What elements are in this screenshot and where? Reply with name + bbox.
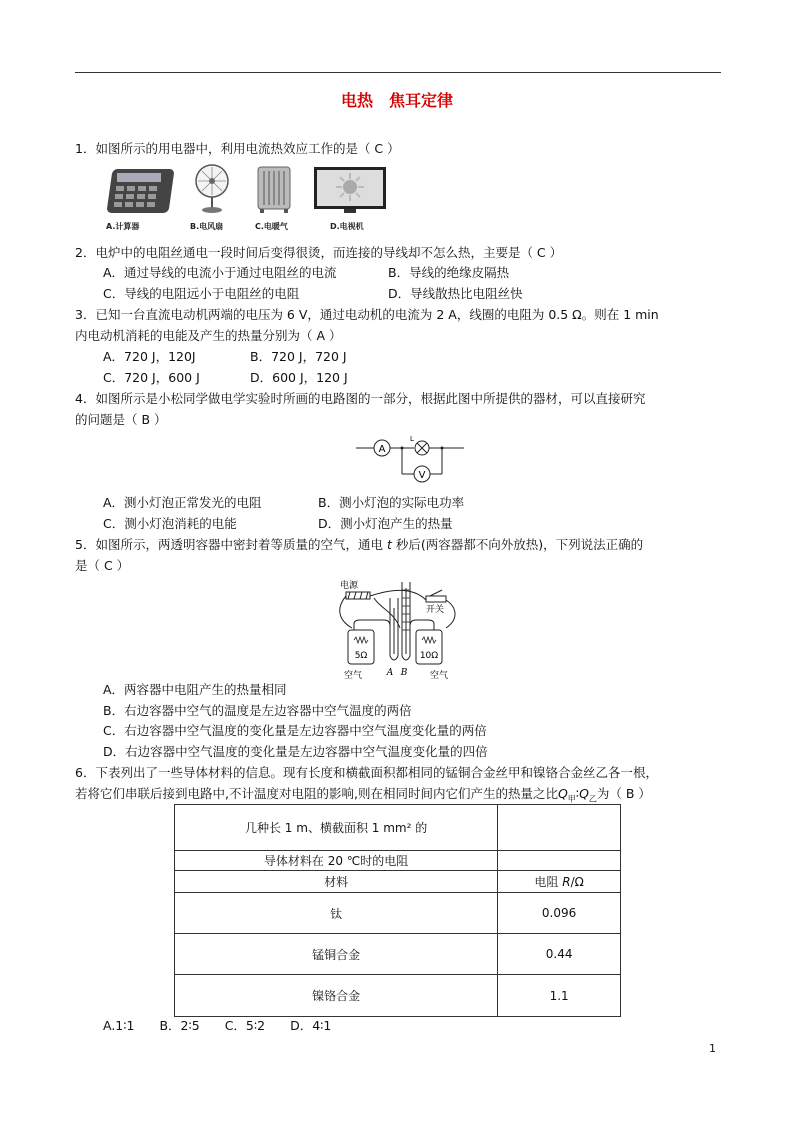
table-header-row — [175, 871, 621, 893]
q1-caption-b: B.电风扇 — [190, 222, 224, 231]
q5-stem-post: 秒后(两容器都不向外放热)，下列说法正确的 — [391, 537, 644, 552]
air-left-label: 空气 — [344, 671, 363, 681]
power-source-label: 电源 — [340, 581, 359, 591]
lamp-label: L — [410, 435, 414, 443]
q1-caption-c: C.电暖气 — [255, 222, 288, 231]
material-cell: 镍铬合金 — [175, 975, 498, 1017]
calculator-icon — [103, 166, 175, 216]
table-head-1: 几种长 1 m、横截面积 1 mm² 的 — [175, 805, 498, 851]
q6-q-b: Q — [579, 786, 589, 801]
q2-option-b: B．导线的绝缘皮隔热 — [388, 265, 510, 280]
q3-option-b: B．720 J，720 J — [250, 349, 347, 364]
col-res-post: /Ω — [570, 875, 584, 889]
q6-q-a: Q — [557, 786, 568, 801]
q5-stem-pre: 5．如图所示，两透明容器中密封着等质量的空气，通电 — [75, 537, 387, 552]
electric-fan-icon — [190, 163, 234, 215]
q6-stem-line1: 6．下表列出了一些导体材料的信息。现有长度和横截面积都相同的锰铜合金丝甲和镍铬合金丝乙各一根， — [75, 765, 658, 780]
q6-options: A.1∶1 B．2∶5 C．5∶2 D．4∶1 — [103, 1018, 332, 1033]
q4-stem-line1: 4．如图所示是小松同学做电学实验时所画的电路图的一部分，根据此图中所提供的器材，可以直接研究 — [75, 391, 646, 406]
q3-stem-line2: 内电动机消耗的电能及产生的热量分别为（ A ） — [75, 328, 342, 343]
q5-stem-line1 — [75, 536, 643, 554]
table-row — [175, 934, 621, 975]
table-head-empty-2 — [498, 851, 621, 871]
q3-option-a: A．720 J，120J — [103, 349, 196, 364]
q6-sub-b: 乙 — [588, 794, 597, 804]
q5-experiment-diagram — [334, 578, 464, 682]
q6-stem-pre: 若将它们串联后接到电路中,不计温度对电阻的影响,则在相同时间内它们产生的热量之比 — [75, 786, 558, 801]
resistor-right-label: 10Ω — [419, 651, 439, 661]
voltmeter-symbol: V — [418, 470, 426, 481]
resistance-table — [174, 804, 621, 1017]
resistor-left-label: 5Ω — [354, 651, 368, 661]
column-header-resistance — [498, 871, 621, 893]
q6-sub-a: 甲 — [567, 794, 576, 804]
q4-option-b: B．测小灯泡的实际电功率 — [318, 495, 465, 510]
tube-b-label: B — [400, 668, 408, 678]
q2-option-d: D．导线散热比电阻丝快 — [388, 286, 523, 301]
col-res-var: R — [562, 875, 571, 889]
television-icon — [312, 165, 388, 215]
q5-option-d: D．右边容器中空气温度的变化量是左边容器中空气温度变化量的四倍 — [103, 744, 488, 759]
q4-option-a: A．测小灯泡正常发光的电阻 — [103, 495, 262, 510]
switch-label: 开关 — [426, 605, 445, 615]
q1-stem: 1．如图所示的用电器中，利用电流热效应工作的是（ C ） — [75, 141, 400, 156]
q5-option-a: A．两容器中电阻产生的热量相同 — [103, 682, 287, 697]
page-number: 1 — [709, 1042, 716, 1055]
q6-colon: ∶ — [575, 786, 580, 801]
col-res-pre: 电阻 — [534, 875, 563, 889]
material-cell: 锰铜合金 — [175, 934, 498, 975]
page-title: 电热 焦耳定律 — [340, 91, 453, 110]
q4-option-d: D．测小灯泡产生的热量 — [318, 516, 453, 531]
q2-option-a: A．通过导线的电流小于通过电阻丝的电流 — [103, 265, 337, 280]
q4-option-c: C．测小灯泡消耗的电能 — [103, 516, 237, 531]
material-cell: 钛 — [175, 893, 498, 934]
q4-stem-line2: 的问题是（ B ） — [75, 412, 167, 427]
table-row — [175, 893, 621, 934]
q3-option-c: C．720 J，600 J — [103, 370, 200, 385]
ammeter-symbol: A — [378, 444, 386, 455]
q5-option-b: B．右边容器中空气的温度是左边容器中空气温度的两倍 — [103, 703, 412, 718]
q2-option-c: C．导线的电阻远小于电阻丝的电阻 — [103, 286, 300, 301]
q1-caption-d: D.电视机 — [330, 222, 364, 231]
resistance-cell: 0.096 — [498, 893, 621, 934]
q3-stem-line1: 3．已知一台直流电动机两端的电压为 6 V，通过电动机的电流为 2 A，线圈的电阻为 0.5 Ω。则在 1 min — [75, 307, 659, 322]
q5-stem-line2: 是（ C ） — [75, 558, 130, 573]
q5-time-var: t — [386, 537, 392, 552]
resistance-cell: 0.44 — [498, 934, 621, 975]
table-head-2: 导体材料在 20 ℃时的电阻 — [175, 851, 498, 871]
tube-a-label: A — [386, 668, 394, 678]
air-right-label: 空气 — [430, 671, 449, 681]
q4-circuit-diagram — [356, 434, 466, 486]
table-row — [175, 975, 621, 1017]
q3-option-d: D．600 J，120 J — [250, 370, 348, 385]
resistance-cell: 1.1 — [498, 975, 621, 1017]
column-header-material: 材料 — [175, 871, 498, 893]
q5-option-c: C．右边容器中空气温度的变化量是左边容器中空气温度变化量的两倍 — [103, 723, 487, 738]
table-head-row-2 — [175, 851, 621, 871]
header-rule — [75, 72, 721, 73]
q6-stem-post: 为（ B ） — [596, 786, 651, 801]
table-head-empty-1 — [498, 805, 621, 851]
table-head-row-1 — [175, 805, 621, 851]
q2-stem: 2．电炉中的电阻丝通电一段时间后变得很烫，而连接的导线却不怎么热，主要是（ C ） — [75, 245, 563, 260]
electric-heater-icon — [252, 163, 296, 215]
q1-caption-a: A.计算器 — [106, 222, 140, 231]
